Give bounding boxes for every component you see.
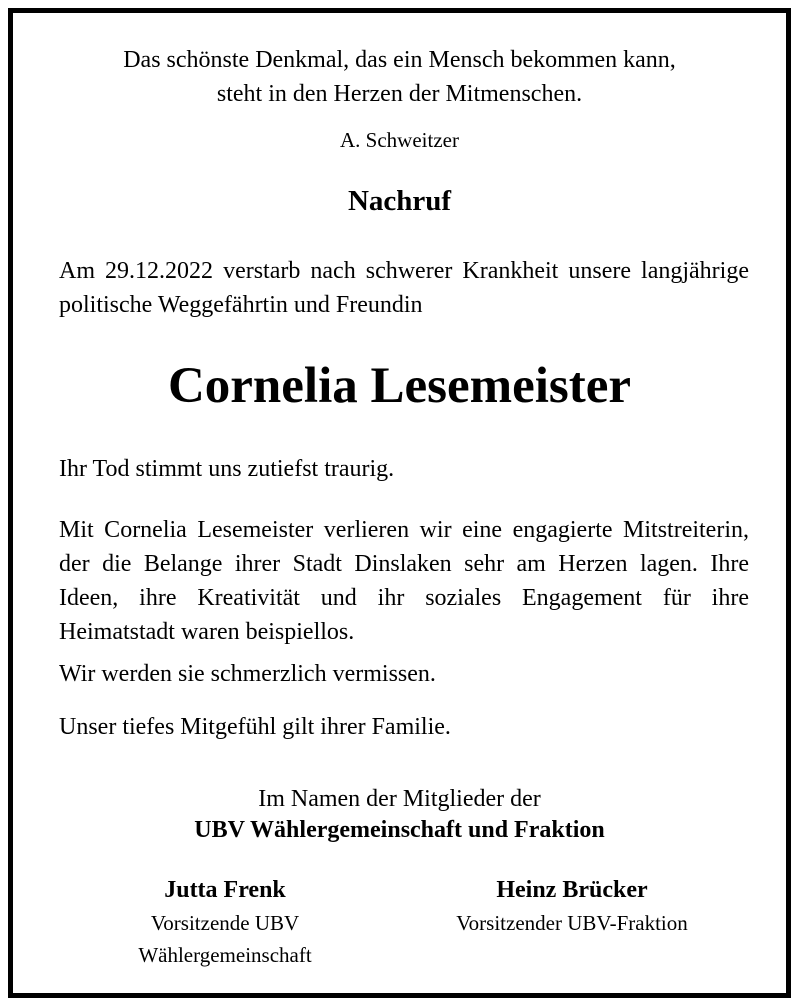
- intro-paragraph: Am 29.12.2022 verstarb nach schwerer Krankheit unsere langjährige politische Weggefährtin und Freundin: [59, 258, 749, 318]
- signature-organization: UBV Wählergemeinschaft und Fraktion: [194, 817, 605, 843]
- signer-right: [417, 873, 727, 939]
- signer-role-line-1: Vorsitzender UBV-Fraktion: [456, 911, 688, 935]
- quote-line-1: Das schönste Denkmal, das ein Mensch bekommen kann,: [123, 47, 676, 73]
- paragraph-1: Ihr Tod stimmt uns zutiefst traurig.: [59, 456, 395, 482]
- obituary-heading: Nachruf: [347, 185, 452, 217]
- obituary-frame: [8, 8, 791, 998]
- deceased-name: Cornelia Lesemeister: [167, 358, 632, 414]
- signature-intro: Im Namen der Mitglieder der: [258, 786, 541, 812]
- paragraph-3: Wir werden sie schmerzlich vermissen.: [59, 661, 436, 687]
- signer-name: Heinz Brücker: [496, 877, 648, 903]
- paragraph-2: Mit Cornelia Lesemeister verlieren wir eine engagierte Mitstreiterin, der die Belange ihrer Stadt Dinslaken sehr am Herzen lagen. Ihre Ideen, ihre Kreativität und ihr soziales Engagement für ihre Heimatstadt waren beispiellos.: [59, 517, 749, 645]
- quote-author: A. Schweitzer: [340, 128, 459, 152]
- paragraph-4: Unser tiefes Mitgefühl gilt ihrer Familie.: [59, 714, 451, 740]
- signer-role-line-1: Vorsitzende UBV: [150, 911, 300, 935]
- signer-role-line-2: Wählergemeinschaft: [138, 943, 312, 967]
- quote: [13, 43, 786, 111]
- signer-left: [75, 873, 375, 971]
- signer-name: Jutta Frenk: [164, 877, 286, 903]
- quote-line-2: steht in den Herzen der Mitmenschen.: [216, 81, 583, 107]
